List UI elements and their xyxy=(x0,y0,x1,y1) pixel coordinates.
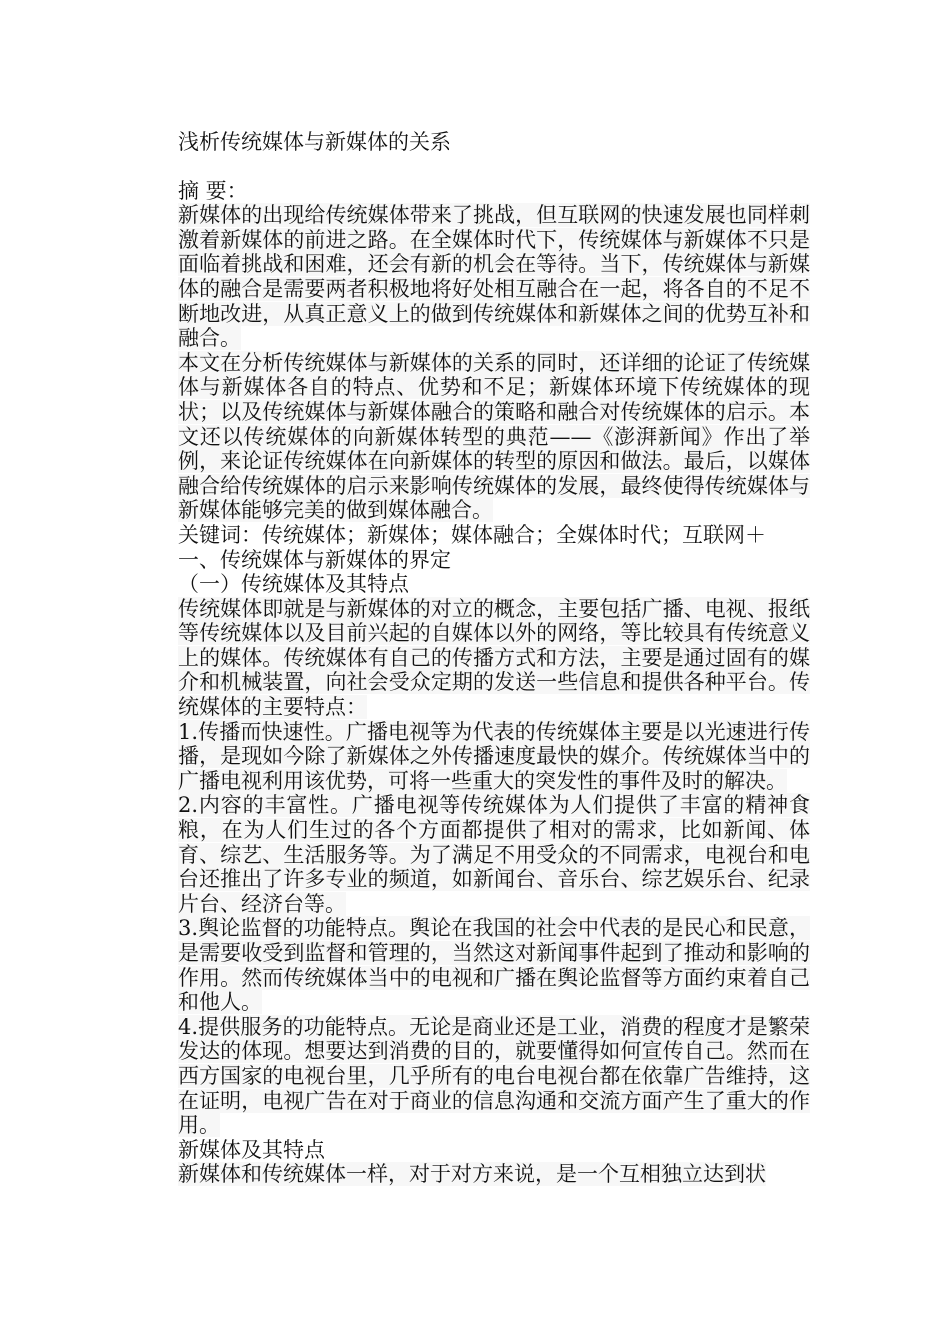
new-media-paragraph xyxy=(178,1162,810,1187)
point-2 xyxy=(178,793,810,916)
section-1-subheading-1: （一）传统媒体及其特点 xyxy=(178,572,409,597)
section-1-subheading-2: 新媒体及其特点 xyxy=(178,1137,325,1162)
abstract-paragraph-1-text: 新媒体的出现给传统媒体带来了挑战，但互联网的快速发展也同样刺激着新媒体的前进之路。在全媒体时代下，传统媒体与新媒体不只是面临着挑战和困难，还会有新的机会在等待。当下，传统媒体与新媒体的融合是需要两者积极地将好处相互融合在一起，将各自的不足不断地改进，从真正意义上的做到传统媒体和新媒体之间的优势互补和融合。 xyxy=(178,203,810,351)
abstract-paragraph-2-text: 本文在分析传统媒体与新媒体的关系的同时，还详细的论证了传统媒体与新媒体各自的特点、优势和不足；新媒体环境下传统媒体的现状；以及传统媒体与新媒体融合的策略和融合对传统媒体的启示。本文还以传统媒体的向新媒体转型的典范——《澎湃新闻》作出了举例，来论证传统媒体在向新媒体的转型的原因和做法。最后，以媒体融合给传统媒体的启示来影响传统媒体的发展，最终使得传统媒体与新媒体能够完美的做到媒体融合。 xyxy=(178,350,810,523)
document-body xyxy=(178,130,810,1187)
point-3 xyxy=(178,916,810,1014)
point-4 xyxy=(178,1015,810,1138)
abstract-paragraph-2 xyxy=(178,351,810,523)
traditional-media-paragraph-text: 传统媒体即就是与新媒体的对立的概念，主要包括广播、电视、报纸等传统媒体以及目前兴起的自媒体以外的网络，等比较具有传统意义上的媒体。传统媒体有自己的传播方式和方法，主要是通过固有的媒介和机械装置，向社会受众定期的发送一些信息和提供各种平台。传统媒体的主要特点： xyxy=(178,596,810,720)
abstract-label: 摘 要： xyxy=(178,178,248,203)
point-4-text: 4.提供服务的功能特点。无论是商业还是工业，消费的程度才是繁荣发达的体现。想要达到消费的目的，就要懂得如何宣传自己。然而在西方国家的电视台里，几乎所有的电台电视台都在依靠广告维持，这在证明，电视广告在对于商业的信息沟通和交流方面产生了重大的作用。 xyxy=(178,1014,810,1138)
point-3-text: 3.舆论监督的功能特点。舆论在我国的社会中代表的是民心和民意，是需要收受到监督和管理的，当然这对新闻事件起到了推动和影响的作用。然而传统媒体当中的电视和广播在舆论监督等方面约束着自己和他人。 xyxy=(178,916,810,1015)
point-1 xyxy=(178,720,810,794)
traditional-media-paragraph xyxy=(178,597,810,720)
point-1-text: 1.传播而快速性。广播电视等为代表的传统媒体主要是以光速进行传播，是现如今除了新媒体之外传播速度最快的媒介。传统媒体当中的广播电视利用该优势，可将一些重大的突发性的事件及时的解决。 xyxy=(178,719,810,793)
keywords: 关键词：传统媒体；新媒体；媒体融合；全媒体时代；互联网＋ xyxy=(178,522,766,547)
point-2-text: 2.内容的丰富性。广播电视等传统媒体为人们提供了丰富的精神食粮，在为人们生过的各个方面都提供了相对的需求，比如新闻、体育、综艺、生活服务等。为了满足不用受众的不同需求，电视台和电台还推出了许多专业的频道，如新闻台、音乐台、综艺娱乐台、纪录片台、经济台等。 xyxy=(178,793,810,916)
abstract-paragraph-1 xyxy=(178,203,810,351)
new-media-paragraph-text: 新媒体和传统媒体一样，对于对方来说，是一个互相独立达到状 xyxy=(178,1162,766,1187)
document-title: 浅析传统媒体与新媒体的关系 xyxy=(178,130,451,154)
section-1-heading: 一、传统媒体与新媒体的界定 xyxy=(178,547,451,572)
